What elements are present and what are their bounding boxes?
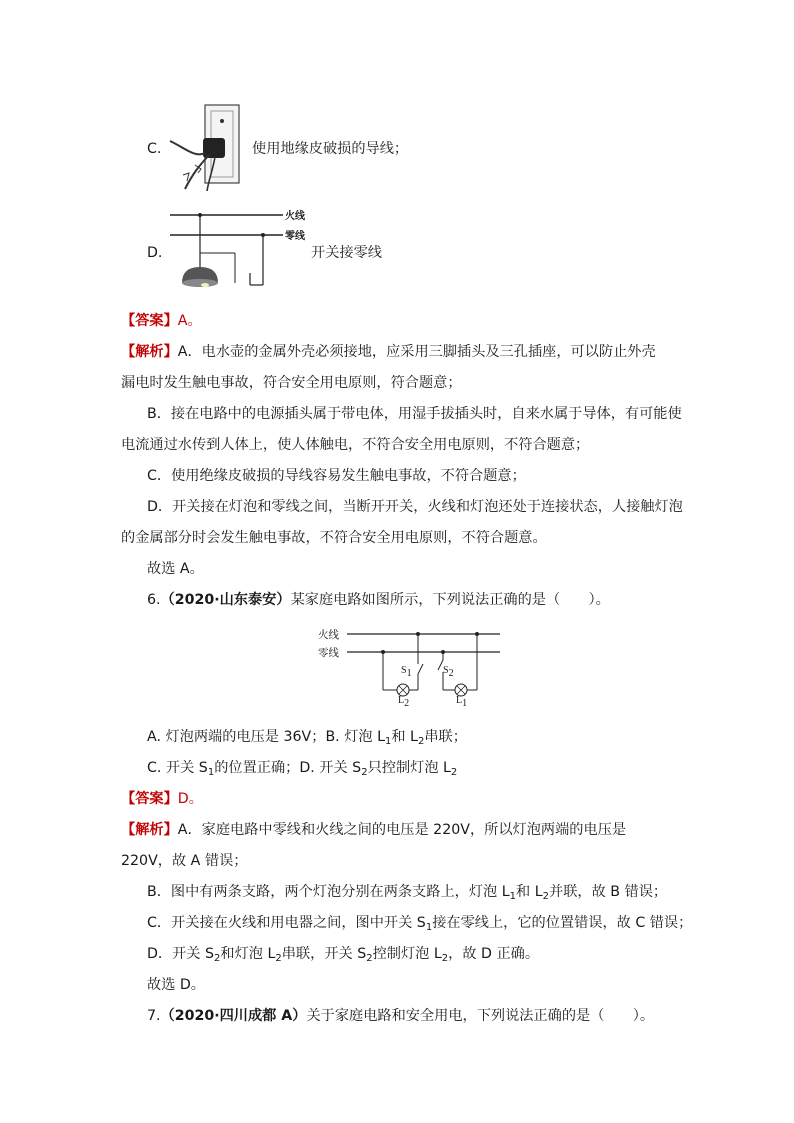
question-source: （2020·山东泰安）: [160, 592, 291, 608]
option-b: B. 灯泡 $L_1$和 $L_2$串联；: [325, 729, 467, 747]
q5-analysis-line-3: B．接在电路中的电源插头属于带电体，用湿手拔插头时，自来水属于导体，有可能使: [147, 406, 682, 422]
q5-analysis-line-6: D．开关接在灯泡和零线之间，当断开开关，火线和灯泡还处于连接状态，人接触灯泡: [147, 499, 683, 515]
damaged-wire-plug-image: [165, 103, 245, 193]
question-number: 6.: [147, 592, 161, 608]
q6-analysis-line-5: D．开关 $S_2$和灯泡 $L_2$串联，开关 $S_2$控制灯泡 $L_2$，故 D 正确。: [147, 946, 540, 964]
answer-tag: 【答案】: [121, 313, 178, 329]
option-d-text: 开关接零线: [311, 245, 382, 261]
q6-analysis-line-4: C．开关接在火线和用电器之间，图中开关 $S_1$接在零线上，它的位置错误，故 C 错误；: [147, 915, 693, 933]
fire-line-label: 火线: [285, 211, 305, 222]
q5-analysis-line-4: 电流通过水传到人体上，使人体触电，不符合安全用电原则，不符合题意；: [121, 437, 590, 453]
answer-value: D。: [177, 791, 203, 807]
q5-analysis-line-1: 【解析】A．电水壶的金属外壳必须接地，应采用三脚插头及三孔插座，可以防止外壳: [121, 344, 656, 360]
switch-s1-label: $S_1$: [401, 665, 412, 679]
q6-stem: [147, 590, 610, 610]
lamp-l1-label: $L_1$: [456, 695, 468, 709]
option-d-label: D.: [147, 245, 163, 261]
q6-analysis-line-2: 220V，故 A 错误；: [121, 853, 248, 869]
question-text: 某家庭电路如图所示，下列说法正确的是（ ）。: [290, 592, 610, 608]
neutral-line-label: 零线: [285, 231, 305, 242]
option-a: A. 灯泡两端的电压是 36V；: [147, 729, 326, 745]
q7-stem: [147, 1006, 654, 1026]
answer-tag: 【答案】: [121, 791, 178, 807]
option-c: C. 开关 $S_1$的位置正确；: [147, 760, 300, 778]
q6-analysis-line-3: B．图中有两条支路，两个灯泡分别在两条支路上，灯泡 $L_1$和 $L_2$并联，故 B 错误；: [147, 884, 668, 902]
q6-answer: [121, 789, 203, 809]
household-circuit-diagram: [345, 628, 505, 708]
analysis-tag: 【解析】: [121, 822, 178, 838]
option-c-label: C.: [147, 141, 162, 157]
question-source: （2020·四川成都 A）: [160, 1008, 307, 1024]
diagram-fire-label: 火线: [318, 629, 339, 641]
analysis-tag: 【解析】: [121, 344, 178, 360]
q5-analysis-line-2: 漏电时发生触电事故，符合安全用电原则，符合题意；: [121, 375, 462, 391]
q6-options-ab: [147, 727, 467, 752]
question-text: 关于家庭电路和安全用电，下列说法正确的是（ ）。: [306, 1008, 655, 1024]
option-c-text: 使用地缘皮破损的导线；: [252, 141, 409, 157]
q5-answer: [121, 311, 202, 331]
q5-conclusion: 故选 A。: [147, 561, 204, 577]
q6-analysis-line-1: 【解析】A．家庭电路中零线和火线之间的电压是 220V，所以灯泡两端的电压是: [121, 822, 627, 838]
q5-analysis-line-7: 的金属部分时会发生触电事故，不符合安全用电原则，不符合题意。: [121, 530, 547, 546]
lamp-l2-label: $L_2$: [398, 695, 410, 709]
option-d: D. 开关 $S_2$只控制灯泡 $L_2$: [299, 760, 458, 778]
q5-analysis-line-5: C．使用绝缘皮破损的导线容易发生触电事故，不符合题意；: [147, 468, 526, 484]
switch-s2-label: $S_2$: [443, 665, 454, 679]
q6-conclusion: 故选 D。: [147, 977, 205, 993]
diagram-neutral-label: 零线: [318, 647, 339, 659]
answer-value: A。: [177, 313, 202, 329]
q6-options-cd: [147, 758, 457, 783]
question-number: 7.: [147, 1008, 161, 1024]
